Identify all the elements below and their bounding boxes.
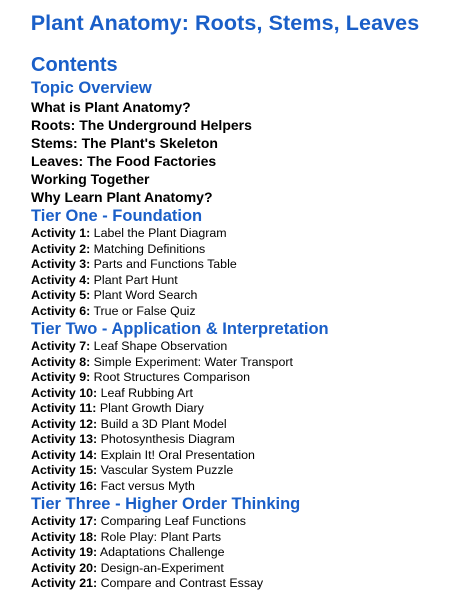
- activity-title: Matching Definitions: [93, 241, 206, 256]
- activity-item: [31, 339, 441, 355]
- activity-title: Compare and Contrast Essay: [100, 576, 264, 590]
- activity-item: [31, 576, 441, 592]
- activity-item: [31, 463, 441, 479]
- activity-title: Photosynthesis Diagram: [100, 432, 235, 446]
- activity-item: [31, 304, 441, 320]
- activity-item: [31, 226, 441, 242]
- activity-item: [31, 370, 441, 386]
- activity-item: [31, 448, 441, 464]
- activity-item: [31, 479, 441, 495]
- contents-heading: Contents: [31, 54, 118, 76]
- activity-title: Leaf Rubbing Art: [100, 385, 193, 400]
- activity-label: Activity 4:: [31, 272, 91, 287]
- activity-label: Activity 12:: [31, 416, 98, 431]
- overview-item: Stems: The Plant's Skeleton: [31, 135, 218, 151]
- activity-label: Activity 6:: [31, 303, 91, 318]
- activity-item: [31, 355, 441, 371]
- activity-label: Activity 10:: [31, 385, 98, 400]
- activity-label: Activity 11:: [31, 401, 97, 415]
- activity-title: Build a 3D Plant Model: [100, 416, 227, 431]
- activity-item: [31, 242, 441, 258]
- activity-label: Activity 8:: [31, 354, 91, 369]
- section-heading-overview: Topic Overview: [31, 79, 152, 97]
- overview-item: Roots: The Underground Helpers: [31, 117, 252, 133]
- activity-label: Activity 14:: [31, 447, 98, 462]
- activity-label: Activity 2:: [31, 241, 91, 256]
- activity-item: [31, 545, 441, 561]
- activity-label: Activity 1:: [31, 226, 91, 240]
- activity-title: Comparing Leaf Functions: [100, 514, 246, 528]
- activity-item: [31, 386, 441, 402]
- activity-item: [31, 561, 441, 577]
- activity-label: Activity 15:: [31, 463, 98, 477]
- page-title: Plant Anatomy: Roots, Stems, Leaves: [30, 11, 420, 35]
- activity-title: Vascular System Puzzle: [100, 463, 234, 477]
- section-heading-tier-three: Tier Three - Higher Order Thinking: [31, 495, 301, 513]
- activity-title: Label the Plant Diagram: [93, 226, 227, 240]
- activity-label: Activity 7:: [31, 339, 91, 353]
- overview-item: Working Together: [31, 171, 150, 187]
- activity-label: Activity 21:: [31, 576, 98, 590]
- activity-item: [31, 432, 441, 448]
- activity-title: Plant Part Hunt: [93, 272, 178, 287]
- activity-label: Activity 20:: [31, 560, 98, 575]
- activity-title: Explain It! Oral Presentation: [100, 447, 255, 462]
- overview-item: What is Plant Anatomy?: [31, 99, 191, 115]
- activity-title: True or False Quiz: [93, 303, 196, 318]
- table-of-contents: [31, 78, 441, 592]
- activity-item: [31, 257, 441, 273]
- activity-title: Plant Word Search: [93, 288, 198, 302]
- activity-label: Activity 17:: [31, 514, 98, 528]
- activity-label: Activity 3:: [31, 257, 91, 271]
- activity-title: Plant Growth Diary: [99, 401, 204, 415]
- section-heading-tier-one: Tier One - Foundation: [31, 207, 203, 225]
- overview-item: Why Learn Plant Anatomy?: [31, 189, 213, 205]
- activity-label: Activity 9:: [31, 370, 91, 384]
- activity-item: [31, 401, 441, 417]
- section-heading-tier-two: Tier Two - Application & Interpretation: [31, 320, 329, 338]
- activity-title: Role Play: Plant Parts: [100, 529, 222, 544]
- overview-item: Leaves: The Food Factories: [31, 153, 217, 169]
- activity-item: [31, 288, 441, 304]
- activity-title: Design-an-Experiment: [100, 560, 224, 575]
- activity-title: Adaptations Challenge: [99, 545, 225, 559]
- activity-item: [31, 273, 441, 289]
- activity-title: Simple Experiment: Water Transport: [93, 354, 293, 369]
- activity-label: Activity 19:: [31, 545, 98, 559]
- activity-label: Activity 5:: [31, 288, 91, 302]
- activity-title: Leaf Shape Observation: [93, 339, 228, 353]
- activity-item: [31, 514, 441, 530]
- activity-title: Root Structures Comparison: [93, 370, 250, 384]
- activity-label: Activity 13:: [31, 432, 98, 446]
- activity-item: [31, 417, 441, 433]
- activity-item: [31, 530, 441, 546]
- activity-label: Activity 18:: [31, 529, 98, 544]
- activity-title: Parts and Functions Table: [93, 257, 237, 271]
- activity-label: Activity 16:: [31, 478, 98, 493]
- activity-title: Fact versus Myth: [100, 478, 195, 493]
